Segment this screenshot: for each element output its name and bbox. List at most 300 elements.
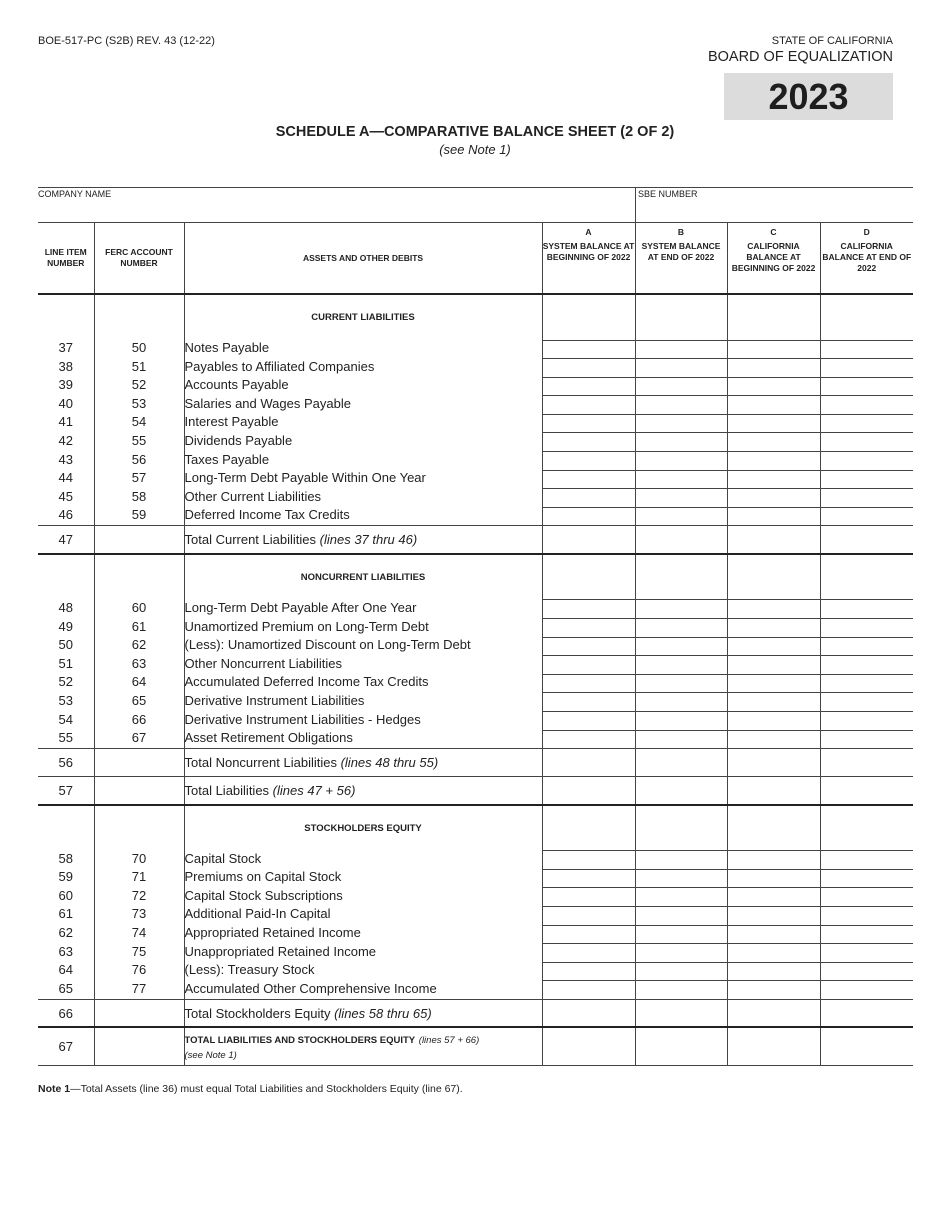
ferc-number: 77 xyxy=(94,981,184,1000)
grand-total-amount-c[interactable] xyxy=(727,1027,820,1065)
row-amount-a[interactable] xyxy=(542,433,635,452)
row-amount-a[interactable] xyxy=(542,693,635,712)
ferc-number: 76 xyxy=(94,962,184,981)
ferc-number xyxy=(94,1027,184,1065)
ferc-number: 56 xyxy=(94,452,184,471)
row-amount-d[interactable] xyxy=(820,414,913,433)
row-amount-d[interactable] xyxy=(820,433,913,452)
row-amount-b[interactable] xyxy=(635,433,727,452)
row-amount-d[interactable] xyxy=(820,507,913,526)
row-amount-a[interactable] xyxy=(542,674,635,693)
row-amount-a[interactable] xyxy=(542,962,635,981)
row-amount-c[interactable] xyxy=(727,712,820,731)
row-amount-a[interactable] xyxy=(542,359,635,378)
ferc-number xyxy=(94,999,184,1027)
row-amount-c[interactable] xyxy=(727,359,820,378)
line-number xyxy=(38,294,94,340)
tax-year-box: 2023 xyxy=(724,73,893,120)
total-amount-c[interactable] xyxy=(727,777,820,805)
total-amount-c[interactable] xyxy=(727,749,820,777)
row-label: Accumulated Deferred Income Tax Credits xyxy=(184,674,542,693)
ferc-number xyxy=(94,805,184,851)
row-amount-b[interactable] xyxy=(635,730,727,749)
row-amount-a[interactable] xyxy=(542,600,635,619)
row-amount-c[interactable] xyxy=(727,674,820,693)
grand-total-amount-d[interactable] xyxy=(820,1027,913,1065)
total-amount-d[interactable] xyxy=(820,999,913,1027)
row-amount-c[interactable] xyxy=(727,962,820,981)
ferc-number: 60 xyxy=(94,600,184,619)
line-number: 38 xyxy=(58,358,73,374)
row-amount-d[interactable] xyxy=(820,981,913,1000)
row-label: Taxes Payable xyxy=(184,452,542,471)
row-amount-d[interactable] xyxy=(820,656,913,675)
row-amount-c[interactable] xyxy=(727,656,820,675)
table-row xyxy=(38,489,913,508)
row-label: Asset Retirement Obligations xyxy=(184,730,542,749)
row-amount-d[interactable] xyxy=(820,888,913,907)
row-label: Long-Term Debt Payable After One Year xyxy=(184,600,542,619)
ferc-number: 62 xyxy=(94,637,184,656)
row-amount-b[interactable] xyxy=(635,925,727,944)
company-name-field[interactable]: COMPANY NAME xyxy=(38,189,112,199)
row-amount-d[interactable] xyxy=(820,452,913,471)
ferc-number: 57 xyxy=(94,470,184,489)
total-current-row xyxy=(38,526,913,554)
row-label: (Less): Treasury Stock xyxy=(184,962,542,981)
footnote-label: Note 1 xyxy=(38,1083,71,1095)
col-b-text: SYSTEM BALANCE AT END OF 2022 xyxy=(641,241,721,262)
table-row xyxy=(38,925,913,944)
row-amount-d[interactable] xyxy=(820,396,913,415)
total-noncurrent-row xyxy=(38,749,913,777)
schedule-title: SCHEDULE A—COMPARATIVE BALANCE SHEET (2 OF 2) xyxy=(275,124,675,140)
table-row xyxy=(38,674,913,693)
total-amount-a[interactable] xyxy=(542,777,635,805)
ferc-number: 74 xyxy=(94,925,184,944)
row-amount-a[interactable] xyxy=(542,944,635,963)
row-amount-d[interactable] xyxy=(820,906,913,925)
line-number: 50 xyxy=(58,637,73,653)
line-number: 42 xyxy=(58,432,73,448)
total-label xyxy=(184,999,542,1027)
agency-block xyxy=(708,35,893,65)
ferc-number xyxy=(94,777,184,805)
noncurrent-heading-row xyxy=(38,554,913,600)
table-row xyxy=(38,507,913,526)
line-number: 61 xyxy=(58,906,73,922)
row-label: Capital Stock Subscriptions xyxy=(184,888,542,907)
table-row xyxy=(38,452,913,471)
row-label: Other Noncurrent Liabilities xyxy=(184,656,542,675)
ferc-number: 75 xyxy=(94,944,184,963)
grand-total-label xyxy=(184,1027,542,1065)
row-amount-a[interactable] xyxy=(542,396,635,415)
total-amount-b[interactable] xyxy=(635,749,727,777)
line-number: 60 xyxy=(58,887,73,903)
row-amount-c[interactable] xyxy=(727,452,820,471)
row-amount-b[interactable] xyxy=(635,396,727,415)
row-label: Unamortized Premium on Long-Term Debt xyxy=(184,619,542,638)
row-amount-c[interactable] xyxy=(727,340,820,359)
line-number: 66 xyxy=(38,999,94,1027)
row-amount-c[interactable] xyxy=(727,730,820,749)
table-row xyxy=(38,414,913,433)
total-label xyxy=(184,777,542,805)
row-label: Payables to Affiliated Companies xyxy=(184,359,542,378)
row-amount-b[interactable] xyxy=(635,489,727,508)
table-row xyxy=(38,340,913,359)
footnote xyxy=(38,1083,463,1095)
row-amount-c[interactable] xyxy=(727,888,820,907)
agency-board: BOARD OF EQUALIZATION xyxy=(707,49,893,65)
table-row xyxy=(38,637,913,656)
ferc-number xyxy=(94,554,184,600)
table-row xyxy=(38,359,913,378)
col-a-text: SYSTEM BALANCE AT BEGINNING OF 2022 xyxy=(542,241,635,262)
line-number: 64 xyxy=(58,962,73,978)
row-amount-a[interactable] xyxy=(542,656,635,675)
row-amount-a[interactable] xyxy=(542,507,635,526)
line-number: 65 xyxy=(58,980,73,996)
row-amount-d[interactable] xyxy=(820,944,913,963)
row-amount-d[interactable] xyxy=(820,359,913,378)
table-row xyxy=(38,600,913,619)
line-number: 45 xyxy=(58,488,73,504)
row-amount-d[interactable] xyxy=(820,962,913,981)
heading-amount-d[interactable] xyxy=(820,805,913,851)
total-amount-a[interactable] xyxy=(542,999,635,1027)
grand-total-amount-a[interactable] xyxy=(542,1027,635,1065)
line-number: 57 xyxy=(38,777,94,805)
table-row xyxy=(38,962,913,981)
total-amount-d[interactable] xyxy=(820,526,913,554)
total-amount-a[interactable] xyxy=(542,749,635,777)
section-heading: CURRENT LIABILITIES xyxy=(184,294,542,340)
grand-total-amount-b[interactable] xyxy=(635,1027,727,1065)
title-block xyxy=(0,124,950,157)
table-row xyxy=(38,470,913,489)
col-header-desc: ASSETS AND OTHER DEBITS xyxy=(184,223,542,295)
ferc-number xyxy=(94,294,184,340)
row-amount-d[interactable] xyxy=(820,851,913,870)
total-label xyxy=(184,526,542,554)
line-number: 63 xyxy=(58,943,73,959)
total-text: Total Liabilities xyxy=(184,782,270,798)
row-amount-d[interactable] xyxy=(820,730,913,749)
grand-total-see-note: (see Note 1) xyxy=(184,1049,237,1061)
ferc-number: 65 xyxy=(94,693,184,712)
row-amount-d[interactable] xyxy=(820,674,913,693)
heading-amount-d[interactable] xyxy=(820,554,913,600)
row-label: Long-Term Debt Payable Within One Year xyxy=(184,470,542,489)
row-label: Capital Stock xyxy=(184,851,542,870)
row-label: Deferred Income Tax Credits xyxy=(184,507,542,526)
ferc-number: 70 xyxy=(94,851,184,870)
grand-total-text: TOTAL LIABILITIES AND STOCKHOLDERS EQUITY xyxy=(184,1034,416,1046)
heading-amount-b[interactable] xyxy=(635,805,727,851)
col-a-letter: A xyxy=(585,227,592,237)
row-label: Derivative Instrument Liabilities xyxy=(184,693,542,712)
sbe-number-field[interactable]: SBE NUMBER xyxy=(635,188,698,223)
company-id-row xyxy=(38,187,913,223)
row-amount-a[interactable] xyxy=(542,869,635,888)
row-amount-d[interactable] xyxy=(820,869,913,888)
total-text: Total Current Liabilities xyxy=(184,532,317,548)
total-label xyxy=(184,749,542,777)
row-amount-d[interactable] xyxy=(820,637,913,656)
ferc-number: 54 xyxy=(94,414,184,433)
total-amount-d[interactable] xyxy=(820,749,913,777)
ferc-number: 64 xyxy=(94,674,184,693)
heading-amount-b[interactable] xyxy=(635,294,727,340)
row-amount-b[interactable] xyxy=(635,507,727,526)
total-amount-c[interactable] xyxy=(727,526,820,554)
total-text: Total Noncurrent Liabilities xyxy=(184,755,337,771)
total-text: Total Stockholders Equity xyxy=(184,1005,331,1021)
heading-amount-c[interactable] xyxy=(727,554,820,600)
row-amount-b[interactable] xyxy=(635,869,727,888)
schedule-subtitle: (see Note 1) xyxy=(439,142,511,157)
row-amount-b[interactable] xyxy=(635,637,727,656)
row-label: Accumulated Other Comprehensive Income xyxy=(184,981,542,1000)
row-amount-a[interactable] xyxy=(542,851,635,870)
line-number: 43 xyxy=(58,451,73,467)
total-amount-b[interactable] xyxy=(635,999,727,1027)
col-c-letter: C xyxy=(770,227,777,237)
row-amount-b[interactable] xyxy=(635,600,727,619)
heading-amount-d[interactable] xyxy=(820,294,913,340)
ferc-number: 55 xyxy=(94,433,184,452)
total-amount-a[interactable] xyxy=(542,526,635,554)
row-amount-c[interactable] xyxy=(727,396,820,415)
table-row xyxy=(38,377,913,396)
heading-amount-b[interactable] xyxy=(635,554,727,600)
row-amount-a[interactable] xyxy=(542,619,635,638)
col-header-line: LINE ITEM NUMBER xyxy=(38,223,94,295)
total-liabilities-row xyxy=(38,777,913,805)
row-amount-b[interactable] xyxy=(635,712,727,731)
row-amount-b[interactable] xyxy=(635,452,727,471)
row-amount-b[interactable] xyxy=(635,693,727,712)
row-amount-c[interactable] xyxy=(727,414,820,433)
line-number: 53 xyxy=(58,692,73,708)
row-label: Additional Paid-In Capital xyxy=(184,906,542,925)
row-amount-a[interactable] xyxy=(542,888,635,907)
row-amount-c[interactable] xyxy=(727,377,820,396)
ferc-number: 53 xyxy=(94,396,184,415)
row-label: Derivative Instrument Liabilities - Hedges xyxy=(184,712,542,731)
row-label: Interest Payable xyxy=(184,414,542,433)
row-amount-b[interactable] xyxy=(635,981,727,1000)
heading-amount-c[interactable] xyxy=(727,805,820,851)
ferc-number: 50 xyxy=(94,340,184,359)
row-amount-b[interactable] xyxy=(635,377,727,396)
row-amount-a[interactable] xyxy=(542,981,635,1000)
row-amount-a[interactable] xyxy=(542,377,635,396)
row-amount-b[interactable] xyxy=(635,962,727,981)
total-note: (lines 58 thru 65) xyxy=(334,1005,432,1021)
line-number: 56 xyxy=(38,749,94,777)
row-amount-a[interactable] xyxy=(542,452,635,471)
table-row xyxy=(38,396,913,415)
table-row xyxy=(38,656,913,675)
row-amount-d[interactable] xyxy=(820,693,913,712)
ferc-number: 51 xyxy=(94,359,184,378)
row-amount-c[interactable] xyxy=(727,507,820,526)
line-number: 46 xyxy=(58,507,73,523)
total-note: (lines 37 thru 46) xyxy=(319,532,418,548)
table-row xyxy=(38,906,913,925)
row-amount-c[interactable] xyxy=(727,637,820,656)
footnote-text: —Total Assets (line 36) must equal Total Liabilities and Stockholders Equity (line 67). xyxy=(70,1083,463,1095)
row-amount-b[interactable] xyxy=(635,656,727,675)
row-amount-a[interactable] xyxy=(542,906,635,925)
row-amount-c[interactable] xyxy=(727,600,820,619)
total-amount-c[interactable] xyxy=(727,999,820,1027)
row-amount-d[interactable] xyxy=(820,340,913,359)
row-amount-b[interactable] xyxy=(635,359,727,378)
ferc-number: 59 xyxy=(94,507,184,526)
line-number: 47 xyxy=(38,526,94,554)
table-row xyxy=(38,712,913,731)
row-amount-d[interactable] xyxy=(820,619,913,638)
row-amount-d[interactable] xyxy=(820,377,913,396)
equity-heading-row xyxy=(38,805,913,851)
col-header-ferc: FERC ACCOUNT NUMBER xyxy=(94,223,184,295)
table-row xyxy=(38,730,913,749)
col-header-d xyxy=(820,223,913,295)
row-amount-c[interactable] xyxy=(727,906,820,925)
table-row xyxy=(38,851,913,870)
balance-sheet-table xyxy=(38,222,913,1066)
table-row xyxy=(38,693,913,712)
line-number: 40 xyxy=(58,395,73,411)
row-amount-a[interactable] xyxy=(542,414,635,433)
row-amount-b[interactable] xyxy=(635,851,727,870)
row-amount-d[interactable] xyxy=(820,489,913,508)
grand-total-note: (lines 57 + 66) xyxy=(418,1034,480,1046)
row-amount-c[interactable] xyxy=(727,470,820,489)
section-heading: STOCKHOLDERS EQUITY xyxy=(184,805,542,851)
row-amount-b[interactable] xyxy=(635,888,727,907)
row-amount-c[interactable] xyxy=(727,981,820,1000)
row-amount-a[interactable] xyxy=(542,340,635,359)
col-header-a xyxy=(542,223,635,295)
ferc-number: 71 xyxy=(94,869,184,888)
heading-amount-a[interactable] xyxy=(542,554,635,600)
col-c-text: CALIFORNIA BALANCE AT BEGINNING OF 2022 xyxy=(731,241,816,273)
row-label: Notes Payable xyxy=(184,340,542,359)
row-amount-b[interactable] xyxy=(635,619,727,638)
col-b-letter: B xyxy=(677,227,685,237)
row-amount-c[interactable] xyxy=(727,944,820,963)
agency-state: STATE OF CALIFORNIA xyxy=(771,35,893,47)
line-number: 51 xyxy=(58,655,73,671)
row-amount-a[interactable] xyxy=(542,470,635,489)
line-number: 48 xyxy=(58,599,73,615)
row-label: Dividends Payable xyxy=(184,433,542,452)
current-heading-row xyxy=(38,294,913,340)
row-amount-b[interactable] xyxy=(635,674,727,693)
row-amount-c[interactable] xyxy=(727,693,820,712)
row-label: Appropriated Retained Income xyxy=(184,925,542,944)
line-number: 55 xyxy=(58,730,73,746)
row-amount-b[interactable] xyxy=(635,470,727,489)
row-amount-c[interactable] xyxy=(727,925,820,944)
heading-amount-c[interactable] xyxy=(727,294,820,340)
heading-amount-a[interactable] xyxy=(542,294,635,340)
line-number xyxy=(38,805,94,851)
col-header-c xyxy=(727,223,820,295)
row-amount-c[interactable] xyxy=(727,433,820,452)
row-amount-a[interactable] xyxy=(542,925,635,944)
row-amount-d[interactable] xyxy=(820,925,913,944)
row-amount-c[interactable] xyxy=(727,619,820,638)
row-amount-b[interactable] xyxy=(635,340,727,359)
ferc-number xyxy=(94,749,184,777)
line-number xyxy=(38,554,94,600)
line-number: 37 xyxy=(58,340,73,355)
ferc-number: 73 xyxy=(94,906,184,925)
line-number: 52 xyxy=(58,674,73,690)
total-note: (lines 48 thru 55) xyxy=(340,755,439,771)
row-amount-b[interactable] xyxy=(635,414,727,433)
row-label: Accounts Payable xyxy=(184,377,542,396)
row-amount-d[interactable] xyxy=(820,600,913,619)
row-amount-c[interactable] xyxy=(727,489,820,508)
col-header-b xyxy=(635,223,727,295)
col-d-letter: D xyxy=(863,227,870,237)
row-amount-b[interactable] xyxy=(635,906,727,925)
row-label: (Less): Unamortized Discount on Long-Term Debt xyxy=(184,637,542,656)
table-row xyxy=(38,433,913,452)
line-number: 44 xyxy=(58,470,73,486)
row-amount-a[interactable] xyxy=(542,637,635,656)
row-label: Premiums on Capital Stock xyxy=(184,869,542,888)
row-amount-d[interactable] xyxy=(820,712,913,731)
ferc-number: 72 xyxy=(94,888,184,907)
table-row xyxy=(38,869,913,888)
ferc-number: 52 xyxy=(94,377,184,396)
row-label: Other Current Liabilities xyxy=(184,489,542,508)
row-amount-a[interactable] xyxy=(542,712,635,731)
line-number: 54 xyxy=(58,711,73,727)
ferc-number: 67 xyxy=(94,730,184,749)
table-row xyxy=(38,981,913,1000)
row-amount-a[interactable] xyxy=(542,730,635,749)
table-row xyxy=(38,619,913,638)
row-amount-c[interactable] xyxy=(727,869,820,888)
row-amount-c[interactable] xyxy=(727,851,820,870)
heading-amount-a[interactable] xyxy=(542,805,635,851)
line-number: 62 xyxy=(58,925,73,941)
total-amount-d[interactable] xyxy=(820,777,913,805)
row-amount-a[interactable] xyxy=(542,489,635,508)
ferc-number: 58 xyxy=(94,489,184,508)
row-label: Salaries and Wages Payable xyxy=(184,396,542,415)
line-number: 67 xyxy=(38,1027,94,1065)
ferc-number: 61 xyxy=(94,619,184,638)
total-amount-b[interactable] xyxy=(635,526,727,554)
line-number: 58 xyxy=(58,850,73,866)
row-amount-d[interactable] xyxy=(820,470,913,489)
table-row xyxy=(38,944,913,963)
total-note: (lines 47 + 56) xyxy=(272,782,356,798)
grand-total-row xyxy=(38,1027,913,1065)
row-amount-b[interactable] xyxy=(635,944,727,963)
total-amount-b[interactable] xyxy=(635,777,727,805)
